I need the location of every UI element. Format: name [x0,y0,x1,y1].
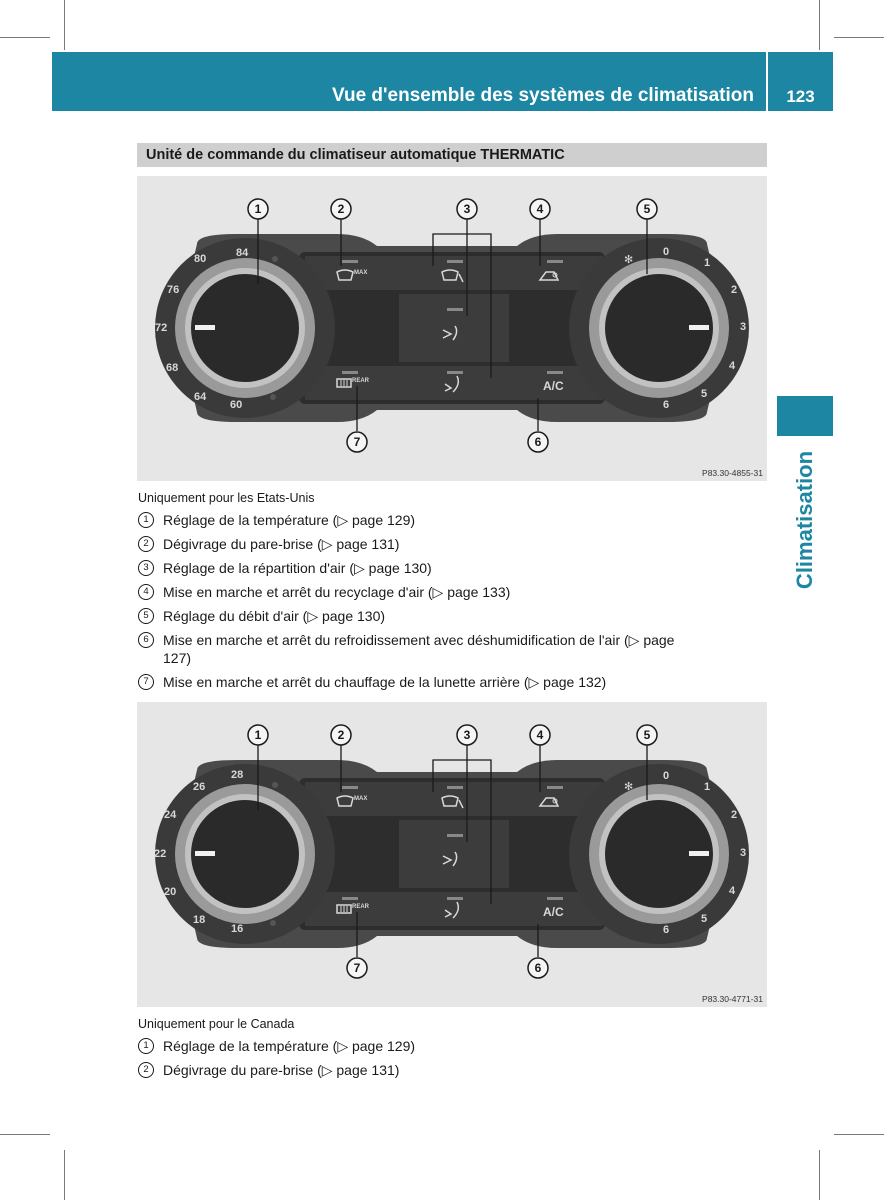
svg-text:1: 1 [254,728,262,742]
legend-item [138,673,698,691]
control-panel-illustration [137,176,767,481]
callout-3 [457,199,477,219]
caption-canada: Uniquement pour le Canada [138,1017,295,1031]
legend-text: Mise en marche et arrêt du recyclage d'air (▷ page 133) [163,584,511,600]
temp-scale-label: 80 [194,253,207,265]
fan-scale-label: 6 [663,924,670,936]
legend-number: 5 [138,608,154,624]
callout-1 [248,199,268,219]
page-number-box [768,52,833,111]
control-panel-illustration [137,702,767,1007]
fan-icon: ✻ [624,781,634,793]
fan-scale-label: 5 [701,913,708,925]
legend-item [138,1061,698,1079]
legend-number: 2 [138,1062,154,1078]
crop-mark [64,0,65,50]
legend-text: Réglage de la température (▷ page 129) [163,512,416,528]
legend-text: Mise en marche et arrêt du chauffage de la lunette arrière (▷ page 132) [163,674,607,690]
crop-mark [0,37,50,38]
legend-number: 1 [138,1038,154,1054]
legend-item [138,583,698,601]
legend-text: Réglage de la température (▷ page 129) [163,1038,416,1054]
svg-text:5: 5 [643,202,651,216]
control-panel-figure-canada [137,702,767,1007]
rear-label: REAR [352,904,370,910]
legend-text: Réglage de la répartition d'air (▷ page 130) [163,560,432,576]
fan-scale-label: 3 [740,321,747,333]
temp-scale-label: 72 [155,322,168,334]
svg-text:6: 6 [534,435,542,449]
temp-scale-label: 26 [193,781,206,793]
legend-text: Dégivrage du pare-brise (▷ page 131) [163,1062,400,1078]
legend-number: 6 [138,632,154,648]
fan-scale-label: 0 [663,246,670,258]
legend-canada [138,1037,698,1085]
fan-scale-label: 5 [701,388,708,400]
temp-scale-label: 76 [167,284,180,296]
legend-number: 2 [138,536,154,552]
legend-us [138,511,698,697]
page-number: 123 [786,87,815,106]
temp-scale-label: 84 [236,247,249,259]
svg-text:6: 6 [534,961,542,975]
svg-text:4: 4 [536,728,544,742]
svg-text:3: 3 [463,728,471,742]
max-label: MAX [354,270,368,276]
temp-scale-label: 20 [164,886,177,898]
svg-text:1: 1 [254,202,262,216]
side-tab-label: Climatisation [792,450,817,590]
legend-item [138,559,698,577]
fan-icon: ✻ [624,254,634,266]
page-title: Vue d'ensemble des systèmes de climatisation [332,85,754,106]
legend-number: 3 [138,560,154,576]
legend-number: 7 [138,674,154,690]
legend-number: 1 [138,512,154,528]
callout-7 [347,432,367,452]
figure-code: P83.30-4855-31 [702,468,763,478]
temp-scale-label: 24 [164,809,177,821]
svg-text:7: 7 [353,435,361,449]
caption-us: Uniquement pour les Etats-Unis [138,491,315,505]
callout-5 [637,199,657,219]
crop-mark [834,37,884,38]
callout-2 [331,199,351,219]
legend-text: Réglage du débit d'air (▷ page 130) [163,608,386,624]
side-tab [777,396,833,436]
crop-mark [819,1150,820,1200]
fan-scale-label: 6 [663,399,670,411]
fan-scale-label: 1 [704,257,711,269]
temp-scale-label: 64 [194,391,207,403]
crop-mark [819,0,820,50]
page-header [52,52,766,111]
section-heading-text: Unité de commande du climatiseur automatique THERMATIC [146,147,565,163]
callout-3 [457,725,477,745]
legend-text: Mise en marche et arrêt du refroidissement avec déshumidification de l'air (▷ page 127) [163,632,675,666]
fan-scale-label: 2 [731,809,738,821]
fan-scale-label: 2 [731,284,738,296]
svg-text:7: 7 [353,961,361,975]
figure-code: P83.30-4771-31 [702,994,763,1004]
crop-mark [0,1134,50,1135]
legend-text: Dégivrage du pare-brise (▷ page 131) [163,536,400,552]
svg-text:3: 3 [463,202,471,216]
control-panel-figure-us [137,176,767,481]
callout-6 [528,958,548,978]
fan-scale-label: 3 [740,847,747,859]
callout-4 [530,199,550,219]
crop-mark [834,1134,884,1135]
temp-scale-label: 28 [231,769,244,781]
svg-text:2: 2 [337,202,345,216]
temp-scale-label: 18 [193,914,206,926]
ac-label: A/C [543,379,564,393]
max-label: MAX [354,796,368,802]
callout-1 [248,725,268,745]
fan-scale-label: 4 [729,360,736,372]
temp-scale-label: 60 [230,399,243,411]
fan-scale-label: 0 [663,770,670,782]
legend-item [138,607,698,625]
svg-text:5: 5 [643,728,651,742]
legend-item [138,511,698,529]
rear-label: REAR [352,378,370,384]
legend-number: 4 [138,584,154,600]
svg-text:2: 2 [337,728,345,742]
temp-scale-label: 16 [231,923,244,935]
callout-5 [637,725,657,745]
ac-label: A/C [543,905,564,919]
callout-4 [530,725,550,745]
fan-scale-label: 1 [704,781,711,793]
callout-6 [528,432,548,452]
legend-item [138,535,698,553]
temp-scale-label: 22 [154,848,167,860]
fan-scale-label: 4 [729,885,736,897]
temp-scale-label: 68 [166,362,179,374]
legend-item [138,1037,698,1055]
callout-2 [331,725,351,745]
svg-text:4: 4 [536,202,544,216]
crop-mark [64,1150,65,1200]
section-heading [137,143,767,167]
legend-item [138,631,698,667]
callout-7 [347,958,367,978]
